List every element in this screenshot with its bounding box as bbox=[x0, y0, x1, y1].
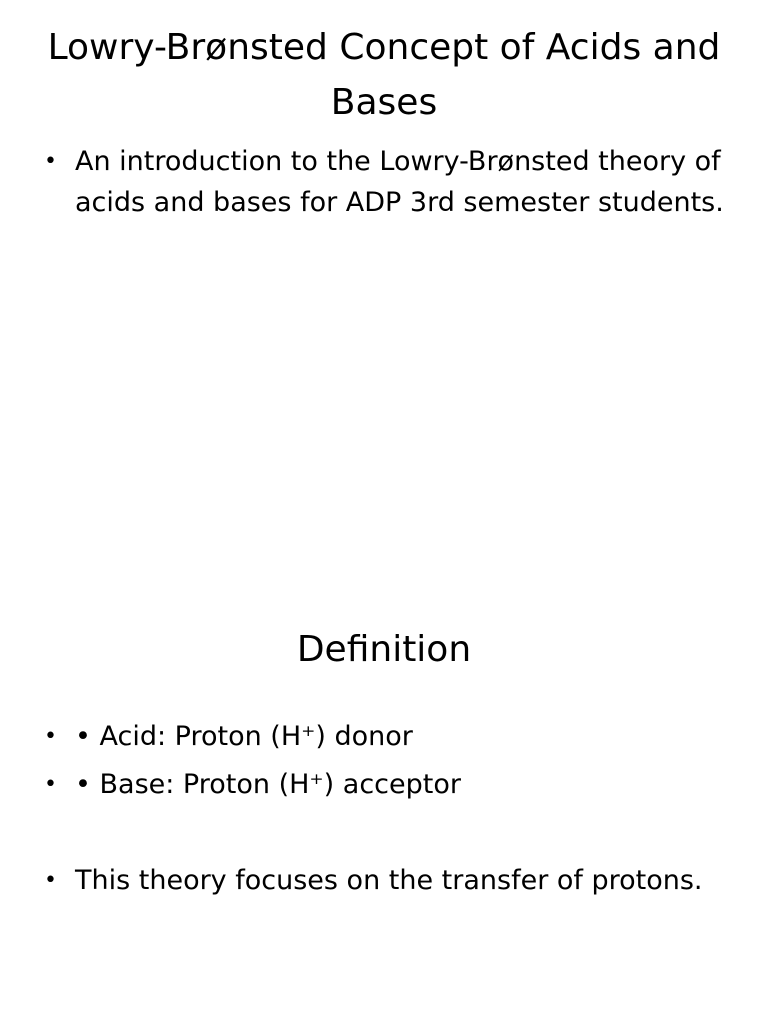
bullet-point-icon: • bbox=[44, 868, 57, 893]
bullet-list bbox=[44, 713, 734, 905]
bullet-text: • Acid: Proton (H⁺) donor bbox=[75, 721, 413, 752]
bullet-text: • Base: Proton (H⁺) acceptor bbox=[75, 769, 461, 800]
bullet-text: This theory focuses on the transfer of protons. bbox=[75, 865, 703, 896]
bullet-item bbox=[44, 761, 734, 809]
bullet-list bbox=[44, 141, 734, 223]
bullet-text: An introduction to the Lowry-Brønsted theory of acids and bases for ADP 3rd semester students. bbox=[75, 146, 724, 218]
slide-title: Definition bbox=[296, 629, 472, 670]
slide-title: Lowry-Brønsted Concept of Acids and Bases bbox=[47, 27, 721, 123]
bullet-point-icon: • bbox=[44, 149, 57, 174]
bullet-item bbox=[44, 857, 734, 905]
bullet-point-icon: • bbox=[44, 724, 57, 749]
bullet-item bbox=[44, 141, 734, 223]
bullet-point-icon: • bbox=[44, 772, 57, 797]
slide-2 bbox=[0, 600, 768, 1024]
bullet-item bbox=[44, 713, 734, 761]
